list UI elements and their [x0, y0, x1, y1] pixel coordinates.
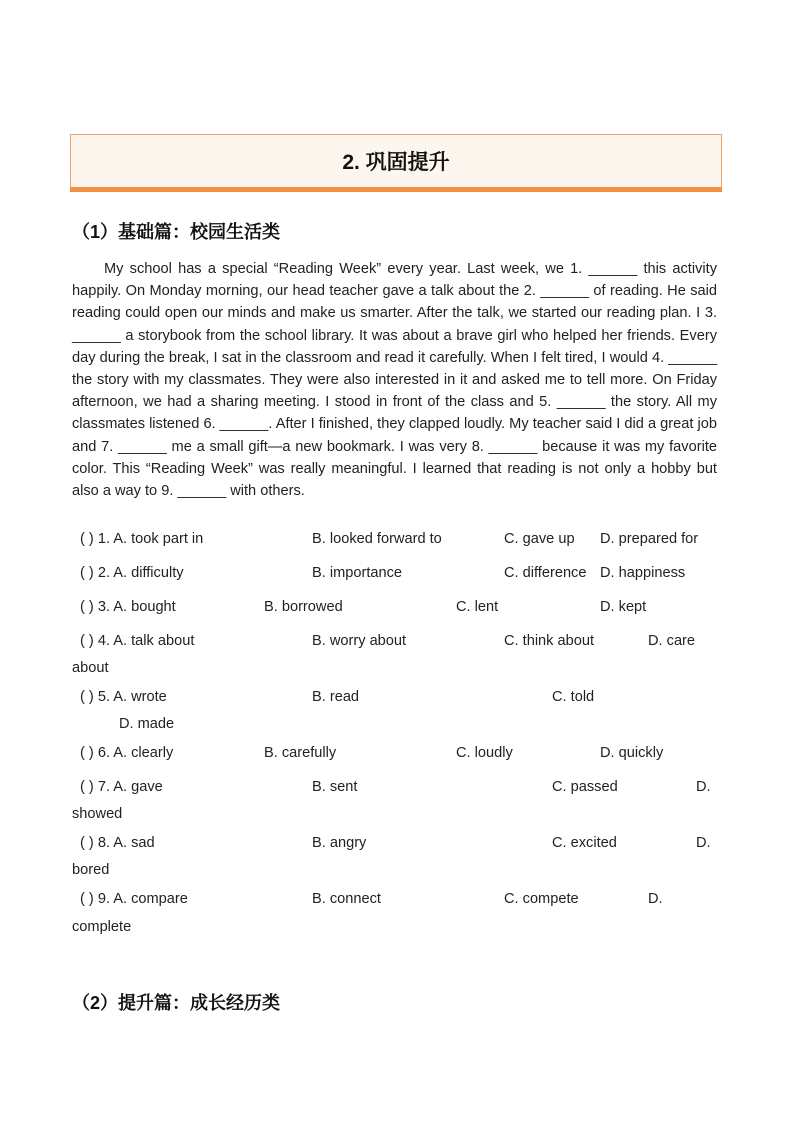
question-4-option-d-wrap: about — [72, 660, 109, 676]
reading-passage — [72, 258, 717, 502]
question-5-option-d: D. made — [119, 716, 175, 732]
question-6-option-c: C. loudly — [456, 745, 513, 761]
question-8-option-d-wrap: bored — [72, 862, 110, 878]
question-1-option-b: B. looked forward to — [312, 531, 442, 547]
question-5-option-a: ( ) 5. A. wrote — [80, 689, 167, 705]
question-4-option-d: D. care — [648, 633, 696, 649]
question-6-option-b: B. carefully — [264, 745, 337, 761]
question-8-option-b: B. angry — [312, 835, 367, 851]
question-3-option-b: B. borrowed — [264, 599, 343, 615]
question-7-option-b: B. sent — [312, 779, 358, 795]
question-5-option-b: B. read — [312, 689, 360, 705]
question-2-option-c: C. difference — [504, 565, 587, 581]
question-9-option-a: ( ) 9. A. compare — [80, 891, 188, 907]
question-7-option-d-wrap: showed — [72, 806, 123, 822]
question-6-option-d: D. quickly — [600, 745, 664, 761]
question-1-option-d: D. prepared for — [600, 531, 699, 547]
question-6-option-a: ( ) 6. A. clearly — [80, 745, 174, 761]
question-2-option-d: D. happiness — [600, 565, 686, 581]
question-4-option-b: B. worry about — [312, 633, 407, 649]
question-3-option-c: C. lent — [456, 599, 499, 615]
question-8-option-d: D. — [696, 835, 711, 851]
question-2-option-a: ( ) 2. A. difficulty — [80, 565, 184, 581]
question-7-option-c: C. passed — [552, 779, 618, 795]
question-5-option-c: C. told — [552, 689, 595, 705]
question-7-option-d: D. — [696, 779, 711, 795]
question-3-option-d: D. kept — [600, 599, 647, 615]
section-heading-basic: （1）基础篇：校园生活类 — [72, 222, 281, 242]
question-9-option-d: D. — [648, 891, 663, 907]
question-7-option-a: ( ) 7. A. gave — [80, 779, 163, 795]
question-1-option-a: ( ) 1. A. took part in — [80, 531, 204, 547]
page-title: 2. 巩固提升 — [342, 151, 450, 174]
question-4-option-a: ( ) 4. A. talk about — [80, 633, 195, 649]
question-8-option-c: C. excited — [552, 835, 617, 851]
question-1-option-c: C. gave up — [504, 531, 575, 547]
question-4-option-c: C. think about — [504, 633, 595, 649]
section-heading-advanced: （2）提升篇：成长经历类 — [72, 993, 281, 1013]
passage-text: My school has a special “Reading Week” every year. Last week, we 1. ______ this activity happily. On Monday morning, our head teacher gave a talk about the 2. ______ of reading. He said reading could open our minds and make us smarter. After the talk, we started our reading plan. I 3. ______ a storybook from the school library. It was about a brave girl who helped her friends. Every day during the break, I sat in the classroom and read it carefully. When I felt tired, I would 4. ______ the story with my classmates. They were also interested in it and asked me to tell more. On Friday afternoon, we had a sharing meeting. I stood in front of the class and 5. ______ the story. All my classmates listened 6. ______. After I finished, they clapped loudly. My teacher said I did a great job and 7. ______ me a small gift—a new bookmark. I was very 8. ______ because it was my favorite color. This “Reading Week” was really meaningful. I learned that reading is not only a hobby but also a way to 9. ______ with others. — [72, 261, 717, 500]
question-3-option-a: ( ) 3. A. bought — [80, 599, 176, 615]
question-2-option-b: B. importance — [312, 565, 403, 581]
question-9-option-b: B. connect — [312, 891, 381, 907]
section-title-box — [70, 134, 722, 192]
question-8-option-a: ( ) 8. A. sad — [80, 835, 155, 851]
question-9-option-d-wrap: complete — [72, 919, 132, 935]
question-9-option-c: C. compete — [504, 891, 579, 907]
